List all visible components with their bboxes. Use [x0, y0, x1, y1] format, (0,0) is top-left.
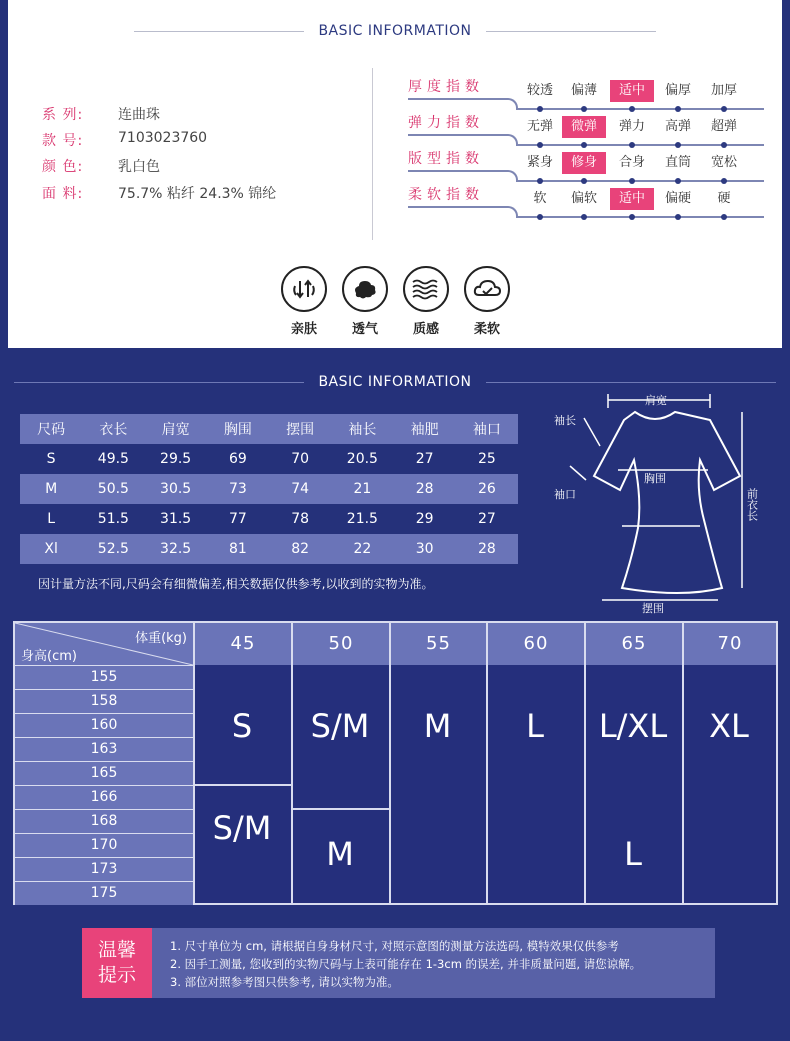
index-option: 加厚 [710, 83, 737, 98]
skin-icon [281, 266, 327, 312]
index-option: 偏厚 [664, 83, 691, 98]
feature-label: 透气 [351, 322, 378, 337]
index-connector [408, 170, 518, 182]
table-cell: 74 [291, 481, 310, 497]
table-cell: S [46, 451, 56, 467]
section-title: BASIC INFORMATION [318, 23, 472, 39]
fit-grid [13, 621, 778, 905]
garment-diagram [540, 388, 770, 618]
texture-waves-icon [403, 266, 449, 312]
index-option-selected: 适中 [610, 188, 654, 210]
tshirt-outline [594, 412, 740, 593]
index-dot [721, 214, 727, 220]
table-row [20, 474, 518, 504]
table-cell: L [47, 511, 56, 527]
index-dot [581, 214, 587, 220]
table-cell: 30 [415, 541, 434, 557]
label-hem: 摆围 [642, 602, 664, 615]
table-row [20, 534, 518, 564]
table-cell: 81 [228, 541, 247, 557]
index-option: 弹力 [618, 119, 645, 134]
column-header: 胸围 [223, 422, 252, 438]
index-option: 超弹 [710, 119, 737, 134]
index-option: 宽松 [710, 155, 737, 170]
table-cell: 30.5 [160, 481, 192, 497]
index-label: 厚度指数 [408, 79, 484, 95]
column-header: 袖肥 [410, 422, 439, 438]
table-cell: 20.5 [346, 451, 378, 467]
size-cell: M [423, 707, 452, 745]
badge-line: 提示 [97, 964, 136, 986]
height-row: 175 [15, 881, 193, 905]
index-dot [537, 214, 543, 220]
index-connector [408, 134, 518, 146]
feature-label: 质感 [412, 322, 439, 337]
index-connector [408, 98, 518, 110]
grid-line [193, 784, 291, 786]
weight-axis-label: 体重(kg) [135, 631, 187, 646]
index-option: 无弹 [526, 119, 553, 134]
label-front-length: 前衣长 [745, 488, 759, 521]
column-header: 肩宽 [161, 422, 190, 438]
weight-header: 55 [389, 623, 486, 665]
index-option-selected: 适中 [610, 80, 654, 102]
tip-item: 1. 尺寸单位为 cm, 请根据自身身材尺寸, 对照示意图的测量方法选码, 模特效果仅供参考 [170, 939, 619, 953]
index-baseline [518, 180, 764, 182]
table-cell: 29.5 [160, 451, 192, 467]
index-option: 紧身 [526, 155, 553, 170]
info-value: 乳白色 [118, 159, 160, 175]
index-option: 硬 [717, 191, 731, 206]
size-cell: S/M [310, 707, 370, 745]
table-row [20, 504, 518, 534]
height-row: 158 [15, 689, 193, 713]
table-cell: Xl [44, 541, 58, 557]
feature-texture [400, 266, 452, 337]
soft-cloud-icon [464, 266, 510, 312]
table-cell: 21 [353, 481, 372, 497]
index-baseline [518, 144, 764, 146]
info-style-no [42, 130, 207, 150]
index-baseline [518, 216, 764, 218]
grid-line [389, 665, 391, 903]
column-header: 摆围 [286, 422, 315, 438]
size-cell: L [624, 835, 642, 873]
info-key: 系 列: [42, 107, 84, 123]
size-cell: L [526, 707, 544, 745]
feature-label: 亲肤 [290, 322, 317, 337]
size-table-header [20, 414, 518, 444]
height-row: 165 [15, 761, 193, 785]
table-cell: 28 [415, 481, 434, 497]
table-cell: M [45, 481, 58, 497]
index-option: 合身 [618, 155, 645, 170]
table-cell: 31.5 [160, 511, 192, 527]
index-option: 偏硬 [664, 191, 691, 206]
table-cell: 26 [477, 481, 496, 497]
size-cell: XL [709, 707, 749, 745]
table-cell: 21.5 [346, 511, 378, 527]
tips-badge [82, 928, 152, 998]
index-label: 版型指数 [408, 151, 484, 167]
index-option: 较透 [526, 83, 553, 98]
badge-line: 温馨 [97, 939, 136, 961]
height-row: 160 [15, 713, 193, 737]
divider [14, 382, 304, 383]
height-row: 166 [15, 785, 193, 809]
table-cell: 52.5 [97, 541, 129, 557]
column-header: 衣长 [99, 422, 128, 438]
feature-breathable [339, 266, 391, 337]
height-row: 173 [15, 857, 193, 881]
size-cell: S/M [212, 809, 272, 847]
height-row: 155 [15, 665, 193, 689]
height-row: 163 [15, 737, 193, 761]
index-dot [629, 214, 635, 220]
table-cell: 69 [228, 451, 247, 467]
tips-box [82, 928, 715, 998]
table-cell: 25 [477, 451, 496, 467]
table-row [20, 444, 518, 474]
table-cell: 27 [415, 451, 434, 467]
label-cuff: 袖口 [554, 488, 576, 501]
table-cell: 22 [353, 541, 372, 557]
grid-corner [15, 623, 193, 665]
grid-line [291, 808, 389, 810]
divider [134, 31, 304, 32]
index-label: 弹力指数 [408, 115, 484, 131]
label-chest: 胸围 [644, 472, 666, 485]
index-dot [675, 214, 681, 220]
column-header: 袖长 [348, 422, 377, 438]
info-series [42, 104, 160, 124]
index-option: 偏薄 [570, 83, 597, 98]
tip-item: 3. 部位对照参考图只供参考, 请以实物为准。 [170, 975, 399, 989]
column-header: 尺码 [37, 422, 66, 438]
divider [486, 382, 776, 383]
grid-line [682, 665, 684, 903]
table-cell: 82 [291, 541, 310, 557]
weight-header: 45 [193, 623, 291, 665]
index-option-selected: 修身 [562, 152, 606, 174]
info-key: 款 号: [42, 133, 84, 149]
table-cell: 51.5 [97, 511, 129, 527]
info-key: 颜 色: [42, 159, 84, 175]
label-shoulder: 肩宽 [645, 394, 667, 407]
info-key: 面 料: [42, 186, 84, 202]
weight-header: 65 [584, 623, 682, 665]
feature-soft [461, 266, 513, 337]
table-cell: 70 [291, 451, 310, 467]
section-title: BASIC INFORMATION [318, 374, 472, 390]
table-cell: 73 [228, 481, 247, 497]
breathable-cloud-icon [342, 266, 388, 312]
index-row [408, 184, 764, 220]
size-table [20, 414, 518, 564]
table-cell: 50.5 [97, 481, 129, 497]
basic-info-card [8, 0, 782, 348]
table-cell: 78 [291, 511, 310, 527]
index-option: 偏软 [570, 191, 597, 206]
table-cell: 28 [477, 541, 496, 557]
table-cell: 32.5 [160, 541, 192, 557]
index-option: 软 [533, 191, 547, 206]
tip-item: 2. 因手工测量, 您收到的实物尺码与上表可能存在 1-3cm 的误差, 并非质量问题, 请您谅解。 [170, 957, 642, 971]
index-row [408, 76, 764, 112]
size-cell: L/XL [598, 707, 668, 745]
size-cell: M [326, 835, 354, 873]
table-cell: 29 [415, 511, 434, 527]
grid-line [486, 665, 488, 903]
info-fabric [42, 183, 276, 203]
index-option: 高弹 [664, 119, 691, 134]
index-option-selected: 微弹 [562, 116, 606, 138]
table-cell: 27 [477, 511, 496, 527]
info-color [42, 156, 160, 176]
vertical-divider [372, 68, 373, 240]
column-header: 袖口 [472, 422, 501, 438]
info-value: 7103023760 [118, 130, 208, 146]
size-note: 因计量方法不同,尺码会有细微偏差,相关数据仅供参考,以收到的实物为准。 [38, 577, 434, 591]
label-sleeve-length: 袖长 [554, 414, 576, 427]
index-row [408, 148, 764, 184]
height-row: 170 [15, 833, 193, 857]
section-header [8, 20, 782, 42]
index-baseline [518, 108, 764, 110]
table-cell: 49.5 [97, 451, 129, 467]
divider [486, 31, 656, 32]
index-connector [408, 206, 518, 218]
info-value: 75.7% 粘纤 24.3% 锦纶 [118, 186, 277, 202]
height-axis-label: 身高(cm) [21, 649, 77, 664]
size-cell: S [231, 707, 253, 745]
index-row [408, 112, 764, 148]
index-option: 直筒 [664, 155, 691, 170]
table-cell: 77 [228, 511, 247, 527]
weight-header: 50 [291, 623, 389, 665]
weight-header: 60 [486, 623, 584, 665]
feature-label: 柔软 [473, 322, 500, 337]
info-value: 连曲珠 [118, 107, 160, 123]
feature-skin [278, 266, 330, 337]
weight-header: 70 [682, 623, 776, 665]
height-row: 168 [15, 809, 193, 833]
index-label: 柔软指数 [408, 187, 484, 203]
